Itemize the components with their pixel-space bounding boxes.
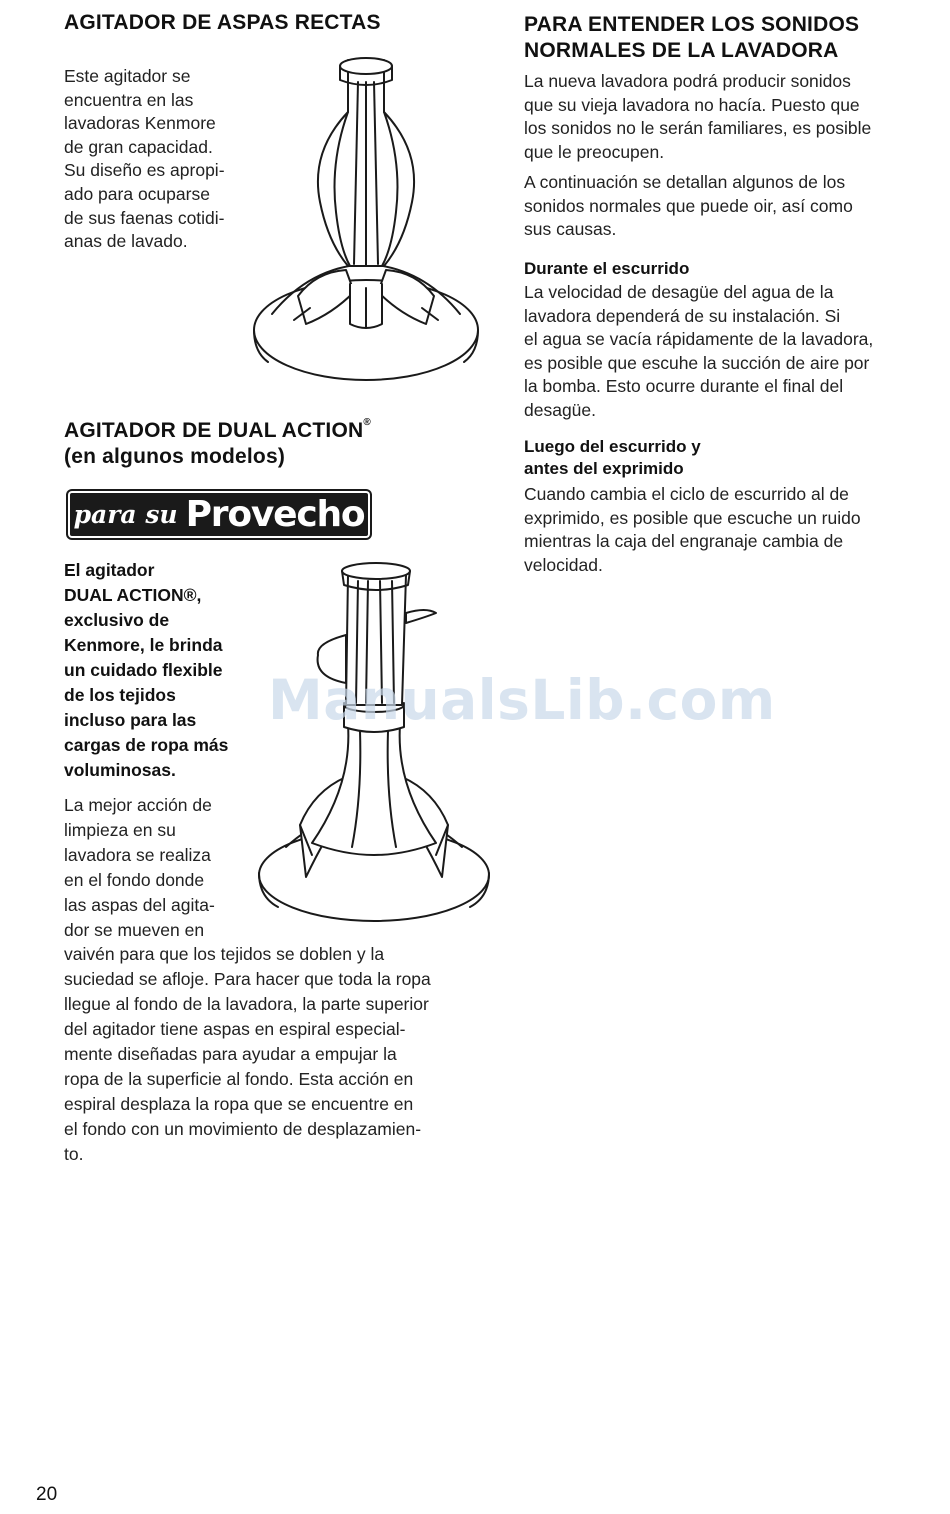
text-line: La velocidad de desagüe del agua de la — [524, 282, 834, 302]
text-line: Kenmore, le brinda — [64, 635, 223, 655]
dual-action-intro-bold — [64, 558, 228, 783]
text-line: del agitador tiene aspas en espiral especial- — [64, 1019, 406, 1040]
text-line: los sonidos no le serán familiares, es posible — [524, 118, 872, 139]
heading-text: AGITADOR DE DUAL ACTION — [64, 419, 364, 442]
dual-action-agitator-illustration — [256, 555, 494, 927]
text-line: la bomba. Esto ocurre durante el final del — [524, 376, 844, 397]
text-line: sus causas. — [524, 219, 617, 240]
text-line: sonidos normales que puede oir, así como — [524, 195, 853, 216]
text-line: Cuando cambia el ciclo de escurrido al de — [524, 484, 849, 504]
text-line: mientras la caja del engranaje cambia de — [524, 531, 844, 552]
text-line: La nueva lavadora podrá producir sonidos — [524, 71, 851, 91]
text-line: velocidad. — [524, 554, 603, 575]
registered-mark: ® — [363, 417, 371, 428]
text-line: to. — [64, 1143, 84, 1164]
text-line: ropa de la superficie al fondo. Esta acción en — [64, 1068, 414, 1089]
text-line: voluminosas. — [64, 760, 176, 780]
logo-word-text: Provecho — [185, 494, 365, 535]
heading-line: PARA ENTENDER LOS SONIDOS — [524, 13, 860, 36]
text-line: La mejor acción de — [64, 795, 212, 815]
heading-line: NORMALES DE LA LAVADORA — [524, 39, 839, 62]
logo-script-text: para su — [73, 500, 178, 529]
text-line: suciedad se afloje. Para hacer que toda la ropa — [64, 969, 431, 990]
subheading-line: antes del exprimido — [524, 459, 684, 478]
text-line: encuentra en las — [64, 89, 194, 110]
subheading-line: Luego del escurrido y — [524, 437, 701, 456]
text-line: el agua se vacía rápidamente de la lavadora, — [524, 329, 874, 350]
page-number: 20 — [36, 1484, 58, 1505]
heading-line — [64, 418, 371, 444]
text-line: DUAL ACTION®, — [64, 585, 202, 605]
subheading-after-drain — [524, 436, 701, 480]
text-line: mente diseñadas para ayudar a empujar la — [64, 1044, 397, 1065]
text-line: el fondo con un movimiento de desplazamien- — [64, 1118, 422, 1139]
text-line: exclusivo de — [64, 610, 170, 630]
text-line: El agitador — [64, 560, 155, 580]
text-line: de gran capacidad. — [64, 136, 213, 157]
draining-description — [524, 281, 873, 423]
text-line: es posible que escuhe la succión de aire por — [524, 352, 870, 373]
after-drain-description — [524, 483, 861, 577]
text-line: dor se mueven en — [64, 919, 205, 940]
text-line: de sus faenas cotidi- — [64, 207, 225, 228]
text-line: exprimido, es posible que escuche un ruido — [524, 507, 861, 528]
text-line: anas de lavado. — [64, 231, 188, 252]
text-line: que le preocupen. — [524, 141, 665, 162]
text-line: Este agitador se — [64, 66, 191, 86]
heading-line: (en algunos modelos) — [64, 445, 286, 468]
straight-vane-description — [64, 65, 225, 254]
text-line: de los tejidos — [64, 685, 176, 705]
section-heading-straight-vane: AGITADOR DE ASPAS RECTAS — [64, 11, 381, 34]
text-line: lavadoras Kenmore — [64, 113, 216, 134]
text-line: desagüe. — [524, 399, 597, 420]
text-line: limpieza en su — [64, 819, 176, 840]
text-line: incluso para las — [64, 710, 197, 730]
watermark: ManualsLib.com — [268, 668, 776, 732]
sounds-list-intro-paragraph — [524, 171, 853, 242]
text-line: espiral desplaza la ropa que se encuentre en — [64, 1093, 414, 1114]
subheading-line: Durante el escurrido — [524, 259, 690, 278]
subheading-draining — [524, 258, 689, 280]
sounds-intro-paragraph — [524, 70, 871, 164]
text-line: cargas de ropa más — [64, 735, 229, 755]
straight-vane-agitator-illustration — [250, 52, 486, 384]
para-su-provecho-logo — [68, 491, 370, 538]
text-line: vaivén para que los tejidos se doblen y la — [64, 944, 385, 965]
text-line: Su diseño es apropi- — [64, 160, 225, 181]
text-line: las aspas del agita- — [64, 894, 215, 915]
text-line: ado para ocuparse — [64, 183, 210, 204]
text-line: llegue al fondo de la lavadora, la parte superior — [64, 994, 429, 1015]
text-line: en el fondo donde — [64, 869, 205, 890]
text-line: lavadora dependerá de su instalación. Si — [524, 305, 841, 326]
text-line: un cuidado flexible — [64, 660, 223, 680]
text-line: que su vieja lavadora no hacía. Puesto que — [524, 94, 860, 115]
text-line: A continuación se detallan algunos de los — [524, 172, 846, 192]
text-line: lavadora se realiza — [64, 844, 211, 865]
section-heading-dual-action — [64, 418, 371, 470]
section-heading-normal-sounds — [524, 12, 859, 64]
